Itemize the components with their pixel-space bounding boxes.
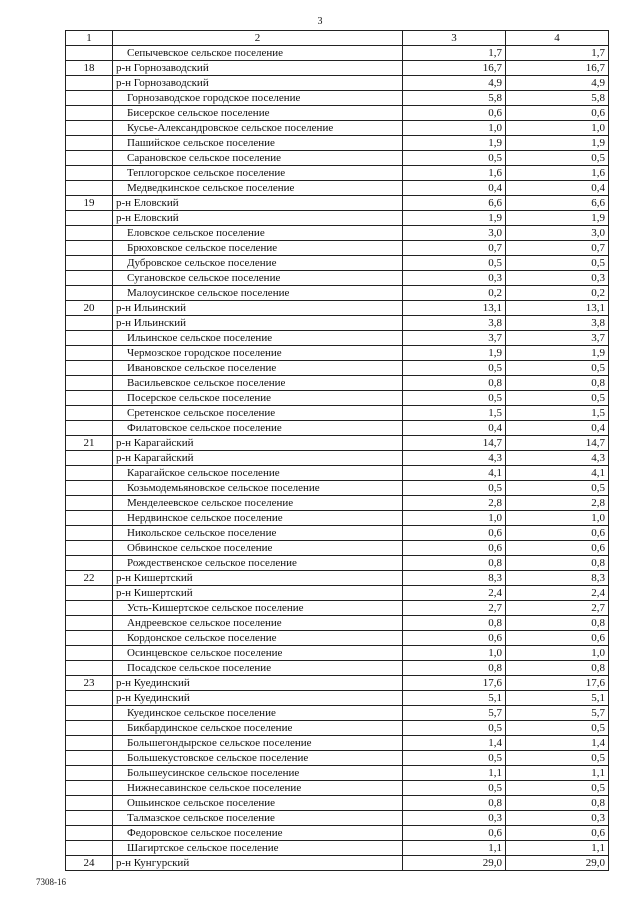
value-column-3-cell: 5,7 — [403, 706, 506, 721]
value-column-4-cell: 8,3 — [506, 571, 609, 586]
table-row — [66, 241, 609, 256]
value-column-3-cell: 0,6 — [403, 526, 506, 541]
row-number-cell: 20 — [66, 301, 113, 316]
row-number-cell — [66, 586, 113, 601]
territory-name-cell: Кусье-Александровское сельское поселение — [113, 121, 403, 136]
territory-name-cell: Рождественское сельское поселение — [113, 556, 403, 571]
row-number-cell: 18 — [66, 61, 113, 76]
row-number-cell — [66, 331, 113, 346]
value-column-3-cell: 14,7 — [403, 436, 506, 451]
table-row — [66, 316, 609, 331]
row-number-cell — [66, 511, 113, 526]
table-row — [66, 721, 609, 736]
value-column-3-cell: 1,9 — [403, 136, 506, 151]
value-column-3-cell: 0,4 — [403, 421, 506, 436]
table-row — [66, 301, 609, 316]
table-row — [66, 346, 609, 361]
value-column-4-cell: 2,4 — [506, 586, 609, 601]
table-row — [66, 646, 609, 661]
value-column-3-cell: 1,0 — [403, 646, 506, 661]
territory-name-cell: Менделеевское сельское поселение — [113, 496, 403, 511]
table-row — [66, 706, 609, 721]
table-row — [66, 391, 609, 406]
value-column-4-cell: 3,7 — [506, 331, 609, 346]
table-row — [66, 271, 609, 286]
territory-name-cell: р-н Карагайский — [113, 451, 403, 466]
row-number-cell — [66, 346, 113, 361]
territory-name-cell: Брюховское сельское поселение — [113, 241, 403, 256]
row-number-cell — [66, 736, 113, 751]
value-column-3-cell: 0,5 — [403, 361, 506, 376]
table-row — [66, 556, 609, 571]
table-row — [66, 406, 609, 421]
value-column-3-cell: 1,0 — [403, 121, 506, 136]
territory-name-cell: Пашийское сельское поселение — [113, 136, 403, 151]
table-row — [66, 661, 609, 676]
table-row — [66, 826, 609, 841]
row-number-cell — [66, 271, 113, 286]
territory-name-cell: Большегондырское сельское поселение — [113, 736, 403, 751]
value-column-3-cell: 6,6 — [403, 196, 506, 211]
row-number-cell — [66, 721, 113, 736]
table-row — [66, 451, 609, 466]
territory-name-cell: Обвинское сельское поселение — [113, 541, 403, 556]
territory-name-cell: Андреевское сельское поселение — [113, 616, 403, 631]
territory-name-cell: Шагиртское сельское поселение — [113, 841, 403, 856]
row-number-cell — [66, 421, 113, 436]
value-column-3-cell: 0,6 — [403, 106, 506, 121]
table-row — [66, 691, 609, 706]
table-row — [66, 856, 609, 871]
value-column-3-cell: 0,5 — [403, 751, 506, 766]
value-column-4-cell: 0,3 — [506, 271, 609, 286]
value-column-3-cell: 0,5 — [403, 721, 506, 736]
territory-name-cell: р-н Горнозаводский — [113, 61, 403, 76]
value-column-3-cell: 1,4 — [403, 736, 506, 751]
row-number-cell — [66, 706, 113, 721]
value-column-4-cell: 1,4 — [506, 736, 609, 751]
territory-name-cell: Куединское сельское поселение — [113, 706, 403, 721]
territory-name-cell: Карагайское сельское поселение — [113, 466, 403, 481]
value-column-4-cell: 13,1 — [506, 301, 609, 316]
row-number-cell — [66, 766, 113, 781]
row-number-cell — [66, 556, 113, 571]
territory-name-cell: Васильевское сельское поселение — [113, 376, 403, 391]
table-row — [66, 181, 609, 196]
territory-name-cell: Талмазское сельское поселение — [113, 811, 403, 826]
table-row — [66, 46, 609, 61]
row-number-cell — [66, 541, 113, 556]
table-row — [66, 136, 609, 151]
row-number-cell — [66, 466, 113, 481]
value-column-4-cell: 0,5 — [506, 481, 609, 496]
row-number-cell — [66, 316, 113, 331]
territory-name-cell: Никольское сельское поселение — [113, 526, 403, 541]
table-row — [66, 766, 609, 781]
territory-name-cell: Малоусинское сельское поселение — [113, 286, 403, 301]
value-column-4-cell: 0,6 — [506, 826, 609, 841]
territory-name-cell: р-н Еловский — [113, 211, 403, 226]
value-column-3-cell: 0,8 — [403, 616, 506, 631]
value-column-3-cell: 0,8 — [403, 796, 506, 811]
territory-name-cell: р-н Куединский — [113, 676, 403, 691]
value-column-3-cell: 1,1 — [403, 766, 506, 781]
value-column-3-cell: 0,5 — [403, 481, 506, 496]
territory-name-cell: Большеусинское сельское поселение — [113, 766, 403, 781]
table-row — [66, 811, 609, 826]
row-number-cell — [66, 451, 113, 466]
row-number-cell — [66, 226, 113, 241]
value-column-4-cell: 0,2 — [506, 286, 609, 301]
territory-name-cell: Сепычевское сельское поселение — [113, 46, 403, 61]
table-row — [66, 751, 609, 766]
value-column-4-cell: 3,8 — [506, 316, 609, 331]
value-column-4-cell: 0,6 — [506, 631, 609, 646]
territory-name-cell: Сугановское сельское поселение — [113, 271, 403, 286]
value-column-4-cell: 1,7 — [506, 46, 609, 61]
table-row — [66, 601, 609, 616]
value-column-3-cell: 0,5 — [403, 391, 506, 406]
row-number-cell — [66, 406, 113, 421]
table-body — [66, 46, 609, 871]
territory-name-cell: Кордонское сельское поселение — [113, 631, 403, 646]
value-column-4-cell: 5,7 — [506, 706, 609, 721]
territory-name-cell: Нижнесавинское сельское поселение — [113, 781, 403, 796]
territory-name-cell: Ошьинское сельское поселение — [113, 796, 403, 811]
table-row — [66, 106, 609, 121]
row-number-cell — [66, 106, 113, 121]
row-number-cell — [66, 526, 113, 541]
row-number-cell — [66, 646, 113, 661]
row-number-cell — [66, 91, 113, 106]
row-number-cell — [66, 811, 113, 826]
value-column-3-cell: 2,8 — [403, 496, 506, 511]
row-number-cell — [66, 796, 113, 811]
territory-name-cell: Горнозаводское городское поселение — [113, 91, 403, 106]
value-column-4-cell: 1,1 — [506, 766, 609, 781]
territory-name-cell: Козьмодемьяновское сельское поселение — [113, 481, 403, 496]
value-column-4-cell: 1,6 — [506, 166, 609, 181]
value-column-3-cell: 3,0 — [403, 226, 506, 241]
value-column-4-cell: 14,7 — [506, 436, 609, 451]
territory-name-cell: р-н Карагайский — [113, 436, 403, 451]
value-column-4-cell: 1,0 — [506, 511, 609, 526]
row-number-cell — [66, 391, 113, 406]
value-column-3-cell: 2,7 — [403, 601, 506, 616]
value-column-4-cell: 0,6 — [506, 106, 609, 121]
row-number-cell — [66, 496, 113, 511]
table-row — [66, 436, 609, 451]
value-column-3-cell: 1,5 — [403, 406, 506, 421]
value-column-4-cell: 0,5 — [506, 361, 609, 376]
row-number-cell: 24 — [66, 856, 113, 871]
territory-name-cell: Нердвинское сельское поселение — [113, 511, 403, 526]
value-column-3-cell: 1,9 — [403, 346, 506, 361]
value-column-3-cell: 4,9 — [403, 76, 506, 91]
value-column-3-cell: 0,4 — [403, 181, 506, 196]
table-row — [66, 616, 609, 631]
value-column-3-cell: 0,6 — [403, 631, 506, 646]
territory-name-cell: Дубровское сельское поселение — [113, 256, 403, 271]
value-column-4-cell: 4,3 — [506, 451, 609, 466]
value-column-4-cell: 0,4 — [506, 181, 609, 196]
value-column-3-cell: 1,7 — [403, 46, 506, 61]
territory-name-cell: р-н Кунгурский — [113, 856, 403, 871]
value-column-4-cell: 1,1 — [506, 841, 609, 856]
row-number-cell — [66, 211, 113, 226]
value-column-3-cell: 1,9 — [403, 211, 506, 226]
territory-name-cell: р-н Ильинский — [113, 316, 403, 331]
table-row — [66, 796, 609, 811]
value-column-3-cell: 0,6 — [403, 541, 506, 556]
row-number-cell — [66, 286, 113, 301]
value-column-3-cell: 0,5 — [403, 151, 506, 166]
territory-name-cell: Федоровское сельское поселение — [113, 826, 403, 841]
value-column-3-cell: 0,8 — [403, 661, 506, 676]
table-header-row — [66, 31, 609, 46]
table-row — [66, 166, 609, 181]
value-column-3-cell: 3,7 — [403, 331, 506, 346]
table-row — [66, 586, 609, 601]
value-column-4-cell: 1,0 — [506, 646, 609, 661]
row-number-cell — [66, 616, 113, 631]
value-column-3-cell: 3,8 — [403, 316, 506, 331]
table-row — [66, 121, 609, 136]
value-column-4-cell: 17,6 — [506, 676, 609, 691]
territory-name-cell: Посерское сельское поселение — [113, 391, 403, 406]
value-column-4-cell: 0,5 — [506, 721, 609, 736]
row-number-cell — [66, 361, 113, 376]
row-number-cell — [66, 601, 113, 616]
value-column-4-cell: 0,4 — [506, 421, 609, 436]
row-number-cell — [66, 691, 113, 706]
table-row — [66, 736, 609, 751]
row-number-cell — [66, 181, 113, 196]
territory-name-cell: Медведкинское сельское поселение — [113, 181, 403, 196]
value-column-3-cell: 4,3 — [403, 451, 506, 466]
value-column-3-cell: 5,8 — [403, 91, 506, 106]
table-row — [66, 226, 609, 241]
row-number-cell: 21 — [66, 436, 113, 451]
value-column-4-cell: 0,8 — [506, 661, 609, 676]
row-number-cell — [66, 661, 113, 676]
value-column-4-cell: 3,0 — [506, 226, 609, 241]
table-row — [66, 61, 609, 76]
value-column-4-cell: 0,5 — [506, 151, 609, 166]
allocation-table — [65, 30, 609, 871]
value-column-4-cell: 0,5 — [506, 391, 609, 406]
value-column-3-cell: 0,3 — [403, 811, 506, 826]
column-header-1: 1 — [66, 31, 113, 46]
territory-name-cell: р-н Еловский — [113, 196, 403, 211]
table-row — [66, 481, 609, 496]
row-number-cell — [66, 46, 113, 61]
table-row — [66, 76, 609, 91]
value-column-3-cell: 0,5 — [403, 781, 506, 796]
territory-name-cell: р-н Ильинский — [113, 301, 403, 316]
value-column-4-cell: 0,7 — [506, 241, 609, 256]
value-column-3-cell: 1,1 — [403, 841, 506, 856]
table-row — [66, 466, 609, 481]
value-column-3-cell: 17,6 — [403, 676, 506, 691]
territory-name-cell: Филатовское сельское поселение — [113, 421, 403, 436]
value-column-4-cell: 4,1 — [506, 466, 609, 481]
row-number-cell — [66, 76, 113, 91]
table-row — [66, 541, 609, 556]
territory-name-cell: р-н Куединский — [113, 691, 403, 706]
value-column-3-cell: 2,4 — [403, 586, 506, 601]
table-row — [66, 211, 609, 226]
value-column-4-cell: 0,6 — [506, 541, 609, 556]
territory-name-cell: Сретенское сельское поселение — [113, 406, 403, 421]
table-row — [66, 496, 609, 511]
row-number-cell — [66, 841, 113, 856]
table-row — [66, 631, 609, 646]
value-column-3-cell: 29,0 — [403, 856, 506, 871]
value-column-3-cell: 0,7 — [403, 241, 506, 256]
value-column-4-cell: 5,8 — [506, 91, 609, 106]
row-number-cell — [66, 376, 113, 391]
value-column-3-cell: 0,8 — [403, 376, 506, 391]
territory-name-cell: Ильинское сельское поселение — [113, 331, 403, 346]
value-column-4-cell: 1,5 — [506, 406, 609, 421]
territory-name-cell: Чермозское городское поселение — [113, 346, 403, 361]
row-number-cell — [66, 631, 113, 646]
table-row — [66, 511, 609, 526]
row-number-cell — [66, 241, 113, 256]
territory-name-cell: р-н Кишертский — [113, 571, 403, 586]
column-header-4: 4 — [506, 31, 609, 46]
row-number-cell — [66, 166, 113, 181]
table-row — [66, 376, 609, 391]
territory-name-cell: Бисерское сельское поселение — [113, 106, 403, 121]
territory-name-cell: р-н Кишертский — [113, 586, 403, 601]
value-column-4-cell: 29,0 — [506, 856, 609, 871]
value-column-4-cell: 0,8 — [506, 376, 609, 391]
table-row — [66, 361, 609, 376]
table-row — [66, 151, 609, 166]
value-column-4-cell: 0,5 — [506, 256, 609, 271]
value-column-4-cell: 1,9 — [506, 211, 609, 226]
value-column-4-cell: 0,3 — [506, 811, 609, 826]
value-column-3-cell: 0,2 — [403, 286, 506, 301]
value-column-4-cell: 1,9 — [506, 136, 609, 151]
table-row — [66, 331, 609, 346]
table-row — [66, 91, 609, 106]
row-number-cell: 19 — [66, 196, 113, 211]
value-column-4-cell: 2,8 — [506, 496, 609, 511]
value-column-4-cell: 0,5 — [506, 751, 609, 766]
column-header-3: 3 — [403, 31, 506, 46]
row-number-cell — [66, 151, 113, 166]
value-column-3-cell: 16,7 — [403, 61, 506, 76]
territory-name-cell: Усть-Кишертское сельское поселение — [113, 601, 403, 616]
value-column-4-cell: 4,9 — [506, 76, 609, 91]
value-column-4-cell: 6,6 — [506, 196, 609, 211]
row-number-cell: 22 — [66, 571, 113, 586]
value-column-3-cell: 8,3 — [403, 571, 506, 586]
value-column-3-cell: 5,1 — [403, 691, 506, 706]
row-number-cell — [66, 136, 113, 151]
table-row — [66, 571, 609, 586]
value-column-3-cell: 0,6 — [403, 826, 506, 841]
row-number-cell — [66, 751, 113, 766]
territory-name-cell: Ивановское сельское поселение — [113, 361, 403, 376]
value-column-3-cell: 13,1 — [403, 301, 506, 316]
value-column-4-cell: 0,8 — [506, 796, 609, 811]
page-number: 3 — [317, 16, 323, 27]
value-column-3-cell: 0,3 — [403, 271, 506, 286]
territory-name-cell: Теплогорское сельское поселение — [113, 166, 403, 181]
table-row — [66, 676, 609, 691]
value-column-4-cell: 1,9 — [506, 346, 609, 361]
table-row — [66, 256, 609, 271]
row-number-cell — [66, 121, 113, 136]
value-column-3-cell: 0,8 — [403, 556, 506, 571]
table-row — [66, 286, 609, 301]
column-header-2: 2 — [113, 31, 403, 46]
territory-name-cell: Сарановское сельское поселение — [113, 151, 403, 166]
table-row — [66, 196, 609, 211]
value-column-4-cell: 16,7 — [506, 61, 609, 76]
value-column-3-cell: 4,1 — [403, 466, 506, 481]
table-row — [66, 526, 609, 541]
value-column-4-cell: 5,1 — [506, 691, 609, 706]
value-column-4-cell: 0,6 — [506, 526, 609, 541]
value-column-4-cell: 1,0 — [506, 121, 609, 136]
value-column-3-cell: 0,5 — [403, 256, 506, 271]
territory-name-cell: Большекустовское сельское поселение — [113, 751, 403, 766]
territory-name-cell: Еловское сельское поселение — [113, 226, 403, 241]
row-number-cell — [66, 781, 113, 796]
territory-name-cell: Посадское сельское поселение — [113, 661, 403, 676]
territory-name-cell: Осинцевское сельское поселение — [113, 646, 403, 661]
value-column-3-cell: 1,6 — [403, 166, 506, 181]
territory-name-cell: р-н Горнозаводский — [113, 76, 403, 91]
value-column-4-cell: 2,7 — [506, 601, 609, 616]
value-column-4-cell: 0,8 — [506, 556, 609, 571]
value-column-4-cell: 0,5 — [506, 781, 609, 796]
row-number-cell — [66, 256, 113, 271]
value-column-3-cell: 1,0 — [403, 511, 506, 526]
row-number-cell — [66, 826, 113, 841]
value-column-4-cell: 0,8 — [506, 616, 609, 631]
table-row — [66, 421, 609, 436]
row-number-cell: 23 — [66, 676, 113, 691]
table-row — [66, 781, 609, 796]
table-row — [66, 841, 609, 856]
row-number-cell — [66, 481, 113, 496]
document-code: 7308-16 — [36, 877, 66, 887]
territory-name-cell: Бикбардинское сельское поселение — [113, 721, 403, 736]
